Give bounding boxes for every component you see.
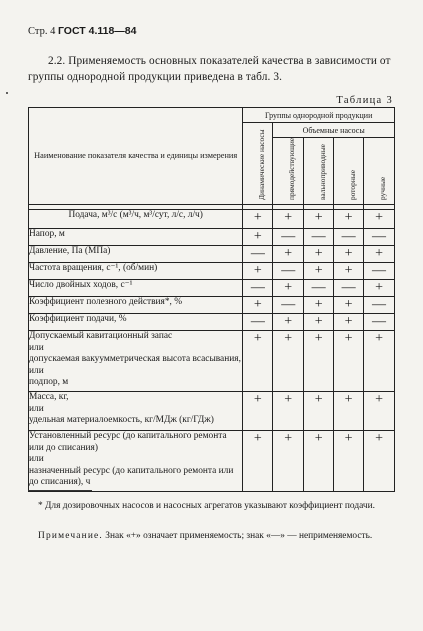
col-header-shaft: вальноприводные [304, 138, 334, 205]
applicability-mark: + [273, 431, 304, 492]
name-column-header: Наименование показателя качества и единицы измерения [29, 108, 243, 205]
applicability-mark: + [364, 246, 395, 263]
applicability-mark: — [304, 280, 334, 297]
row-label: Установленный ресурс (до капитального ремонта или до списания) или назначенный ресурс (до капитального ремонта или до списания), ч [29, 431, 243, 492]
applicability-mark: + [243, 263, 273, 280]
note-text: Знак «+» означает применяемость; знак «—» — неприменяемость. [105, 531, 373, 541]
applicability-mark: + [364, 280, 395, 297]
table-row [29, 263, 395, 280]
applicability-mark: — [364, 229, 395, 246]
applicability-mark: + [273, 280, 304, 297]
col-header-manual: ручные [364, 138, 395, 205]
applicability-mark: + [243, 229, 273, 246]
table-caption: Таблица 3 [336, 95, 393, 106]
row-label: Масса, кг, или удельная материалоемкость, кг/МДж (кг/ГДж) [29, 392, 243, 431]
table-row [29, 246, 395, 263]
table-row [29, 431, 395, 492]
applicability-mark: + [243, 392, 273, 431]
applicability-mark: + [304, 392, 334, 431]
row-label: Допускаемый кавитационный запас или допускаемая вакуумметрическая высота всасывания, или подпор, м [29, 331, 243, 392]
applicability-mark: + [334, 297, 364, 314]
applicability-mark: + [364, 210, 395, 229]
applicability-mark: + [304, 246, 334, 263]
table-note [28, 530, 400, 543]
applicability-mark: + [243, 210, 273, 229]
table-row [29, 392, 395, 431]
applicability-mark: + [304, 314, 334, 331]
row-label: Давление, Па (МПа) [29, 246, 243, 263]
applicability-table [28, 107, 395, 492]
applicability-mark: + [364, 392, 395, 431]
applicability-mark: — [364, 314, 395, 331]
applicability-mark: + [273, 314, 304, 331]
page-header [28, 25, 136, 37]
applicability-mark: + [304, 297, 334, 314]
intro-paragraph: 2.2. Применяемость основных показателей качества в зависимости от группы однородной продукции приведена в табл. 3. [28, 55, 391, 83]
col-header-rotary: роторные [334, 138, 364, 205]
applicability-mark: + [364, 431, 395, 492]
applicability-mark: + [334, 431, 364, 492]
applicability-mark: + [304, 431, 334, 492]
applicability-mark: + [364, 331, 395, 392]
group-header: Группы однородной продукции [243, 108, 395, 123]
table-row [29, 297, 395, 314]
applicability-mark: + [273, 331, 304, 392]
volume-pumps-header: Объемные насосы [273, 123, 395, 138]
scan-speck [6, 92, 8, 94]
applicability-mark: + [334, 246, 364, 263]
applicability-mark: + [273, 246, 304, 263]
applicability-mark: + [243, 431, 273, 492]
applicability-mark: — [243, 314, 273, 331]
applicability-mark: + [334, 392, 364, 431]
applicability-mark: + [304, 210, 334, 229]
row-label: Число двойных ходов, с⁻¹ [29, 280, 243, 297]
row-label: Напор, м [29, 229, 243, 246]
applicability-mark: — [334, 280, 364, 297]
note-lead: Примечание. [38, 531, 103, 541]
standard-number: ГОСТ 4.118—84 [57, 25, 137, 37]
applicability-mark: + [334, 314, 364, 331]
table-row [29, 280, 395, 297]
applicability-mark: + [243, 297, 273, 314]
row-label: Коэффициент подачи, % [29, 314, 243, 331]
row-label: Коэффициент полезного действия*, % [29, 297, 243, 314]
applicability-mark: + [304, 263, 334, 280]
applicability-mark: — [273, 263, 304, 280]
applicability-mark: + [273, 210, 304, 229]
applicability-mark: + [334, 210, 364, 229]
applicability-mark: + [273, 392, 304, 431]
applicability-mark: — [364, 297, 395, 314]
applicability-mark: — [273, 229, 304, 246]
table-row [29, 331, 395, 392]
applicability-mark: + [334, 331, 364, 392]
row-label: Подача, м³/с (м³/ч, м³/сут, л/с, л/ч) [29, 210, 243, 229]
applicability-mark: + [243, 331, 273, 392]
footnote-rule [28, 490, 92, 491]
page-label: Стр. 4 [28, 26, 56, 37]
applicability-mark: — [273, 297, 304, 314]
applicability-mark: — [364, 263, 395, 280]
applicability-mark: — [243, 246, 273, 263]
table-row [29, 314, 395, 331]
table-row [29, 210, 395, 229]
applicability-mark: + [304, 331, 334, 392]
applicability-mark: — [334, 229, 364, 246]
col-header-dynamic: Динамические насосы [243, 123, 273, 205]
footnote: * Для дозировочных насосов и насосных агрегатов указывают коэффициент подачи. [38, 501, 375, 511]
row-label: Частота вращения, с⁻¹, (об/мин) [29, 263, 243, 280]
applicability-mark: — [304, 229, 334, 246]
applicability-mark: — [243, 280, 273, 297]
applicability-mark: + [334, 263, 364, 280]
table-row [29, 229, 395, 246]
col-header-direct: прямодействующие [273, 138, 304, 205]
